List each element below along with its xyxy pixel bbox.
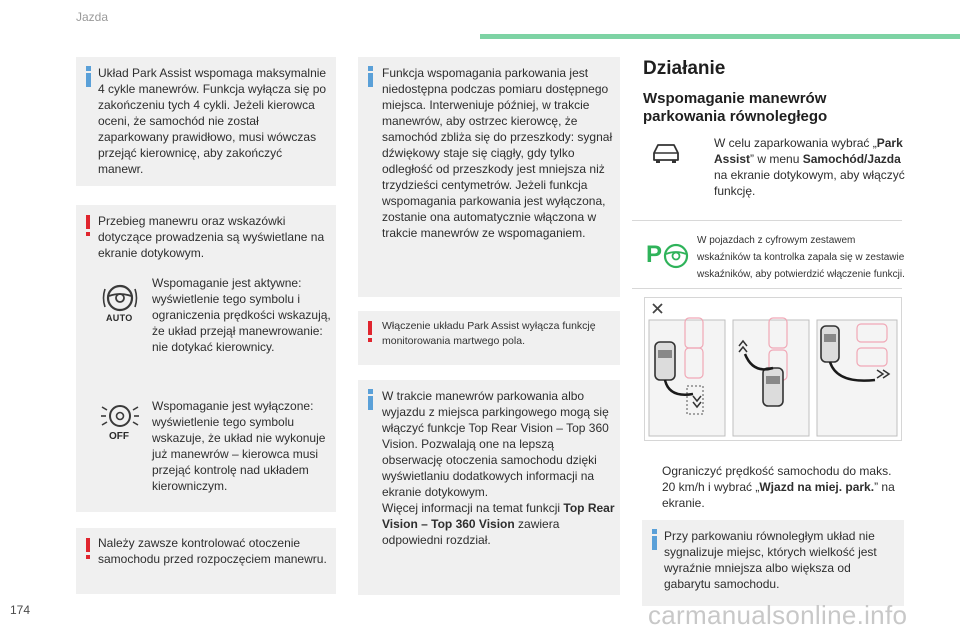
info-box-text: Układ Park Assist wspomaga maksymalnie 4 cykle manewrów. Funkcja wyłącza się po zakończeniu tych 4 cykli. Jeżeli kierowca oceni, że samochód nie został zaparkowany prawidłowo, musi wówczas przejąć kierownicę, aby zakończyć manewr.: [98, 66, 327, 176]
warning-icon: [367, 321, 373, 342]
assist-active-text: Wspomaganie jest aktywne: wyświetlenie tego symbolu i ograniczenia prędkości wskazują, że układ przejął manewrowanie: nie dotykać kierownicy.: [152, 276, 331, 354]
info-box-parking-sensors: [358, 57, 620, 297]
assist-off-text: Wspomaganie jest wyłączone: wyświetlenie tego symbolu wskazuje, że układ nie wykonuje już manewrów – kierowca musi przejąć kontrolę nad układem kierowniczym.: [152, 399, 326, 493]
parking-diagram: [644, 297, 902, 441]
step2-post: ” na ekranie.: [662, 480, 895, 510]
auto-label: AUTO: [106, 313, 133, 323]
steering-auto-icon: [102, 283, 138, 325]
info-box-text: [382, 388, 616, 548]
info-box-text: Przy parkowaniu równoległym układ nie sygnalizuje miejsc, których wielkość jest wyraźnie mniejsza albo większa od gabarytu samochodu.: [664, 529, 877, 591]
info-icon: [652, 529, 657, 550]
indicator-note: W pojazdach z cyfrowym zestawem wskaźników ta kontrolka zapala się w zestawie wskaźników, aby potwierdzić włączenie funkcji.: [697, 235, 905, 280]
info-icon: [86, 66, 91, 87]
warning-box-intro: Przebieg manewru oraz wskazówki dotyczące prowadzenia są wyświetlane na ekranie dotykowym.: [98, 214, 325, 260]
info-box-cycles: [76, 57, 336, 186]
info-box-vision: [358, 380, 620, 595]
vision-text-b: Więcej informacji na temat funkcji: [382, 501, 564, 515]
info-box-text: Funkcja wspomagania parkowania jest niedostępna podczas pomiaru dostępnego miejsca. Interweniuje później, w trakcie manewrów, aby ostrzec kierowcę, że samochód zbliża się do przeszkody: sygnał dźwiękowy staje się ciągły, gdy tylko odległość od przeszkody jest mniejsza niż trzydzieści centymetrów. Jeżeli funkcja wspomagania parkowania jest wyłączona, zostanie ona automatycznie włączona w trakcie manewrów ze wspomaganiem.: [382, 66, 613, 240]
warning-box-text: Należy zawsze kontrolować otoczenie samochodu przed rozpoczęciem manewru.: [98, 536, 327, 566]
section-subheading: Wspomaganie manewrów parkowania równoległego: [643, 90, 828, 125]
step1-text: [714, 135, 906, 199]
chapter-accent-bar: [480, 34, 960, 39]
vision-text-bold: Top Rear Vision – Top 360 Vision: [382, 501, 615, 531]
step1-bold2: Samochód/Jazda: [802, 152, 901, 166]
step1-pre: W celu zaparkowania wybrać „: [714, 136, 877, 150]
step1-bold1: Park Assist: [714, 136, 903, 166]
watermark: carmanualsonline.info: [648, 600, 908, 630]
park-assist-indicator-icon: [646, 238, 690, 274]
separator: [632, 220, 902, 221]
car-front-icon: [650, 142, 682, 164]
warning-icon: [85, 538, 91, 559]
info-box-parallel: [642, 520, 904, 606]
warning-box-text: Włączenie układu Park Assist wyłącza funkcję monitorowania martwego pola.: [382, 320, 596, 347]
warning-box-surroundings: [76, 528, 336, 594]
vision-text-c: zawiera odpowiedni rozdział.: [382, 517, 560, 547]
separator: [632, 288, 902, 289]
off-label: OFF: [109, 431, 129, 442]
page-number: 174: [10, 603, 31, 617]
step2-pre: Ograniczyć prędkość samochodu do maks. 20 km/h i wybrać „: [662, 464, 892, 494]
step1-mid: ” w menu: [750, 152, 803, 166]
steering-off-icon: [100, 403, 140, 445]
chapter-title: Jazda: [76, 10, 109, 24]
step2-bold: Wjazd na miej. park.: [759, 480, 875, 494]
step2-text: [662, 463, 906, 511]
parking-maneuver-illustration: [645, 298, 901, 440]
svg-text:P: P: [646, 241, 663, 268]
info-icon: [368, 389, 373, 410]
warning-box-display: [76, 205, 336, 512]
section-heading: Działanie: [643, 58, 726, 79]
warning-box-blind-spot: [358, 311, 620, 365]
info-icon: [368, 66, 373, 87]
vision-text-a: W trakcie manewrów parkowania albo wyjazdu z miejsca parkingowego mogą się włączyć funkcje Top Rear Vision – Top 360 Vision. Pozwalają one na lepszą obserwację otoczenia samochodu dzięki wyświetlaniu dodatkowych informacji na ekranie dotykowym.: [382, 389, 609, 499]
warning-icon: [85, 215, 91, 236]
step1-post: na ekranie dotykowym, aby włączyć funkcję.: [714, 168, 905, 198]
